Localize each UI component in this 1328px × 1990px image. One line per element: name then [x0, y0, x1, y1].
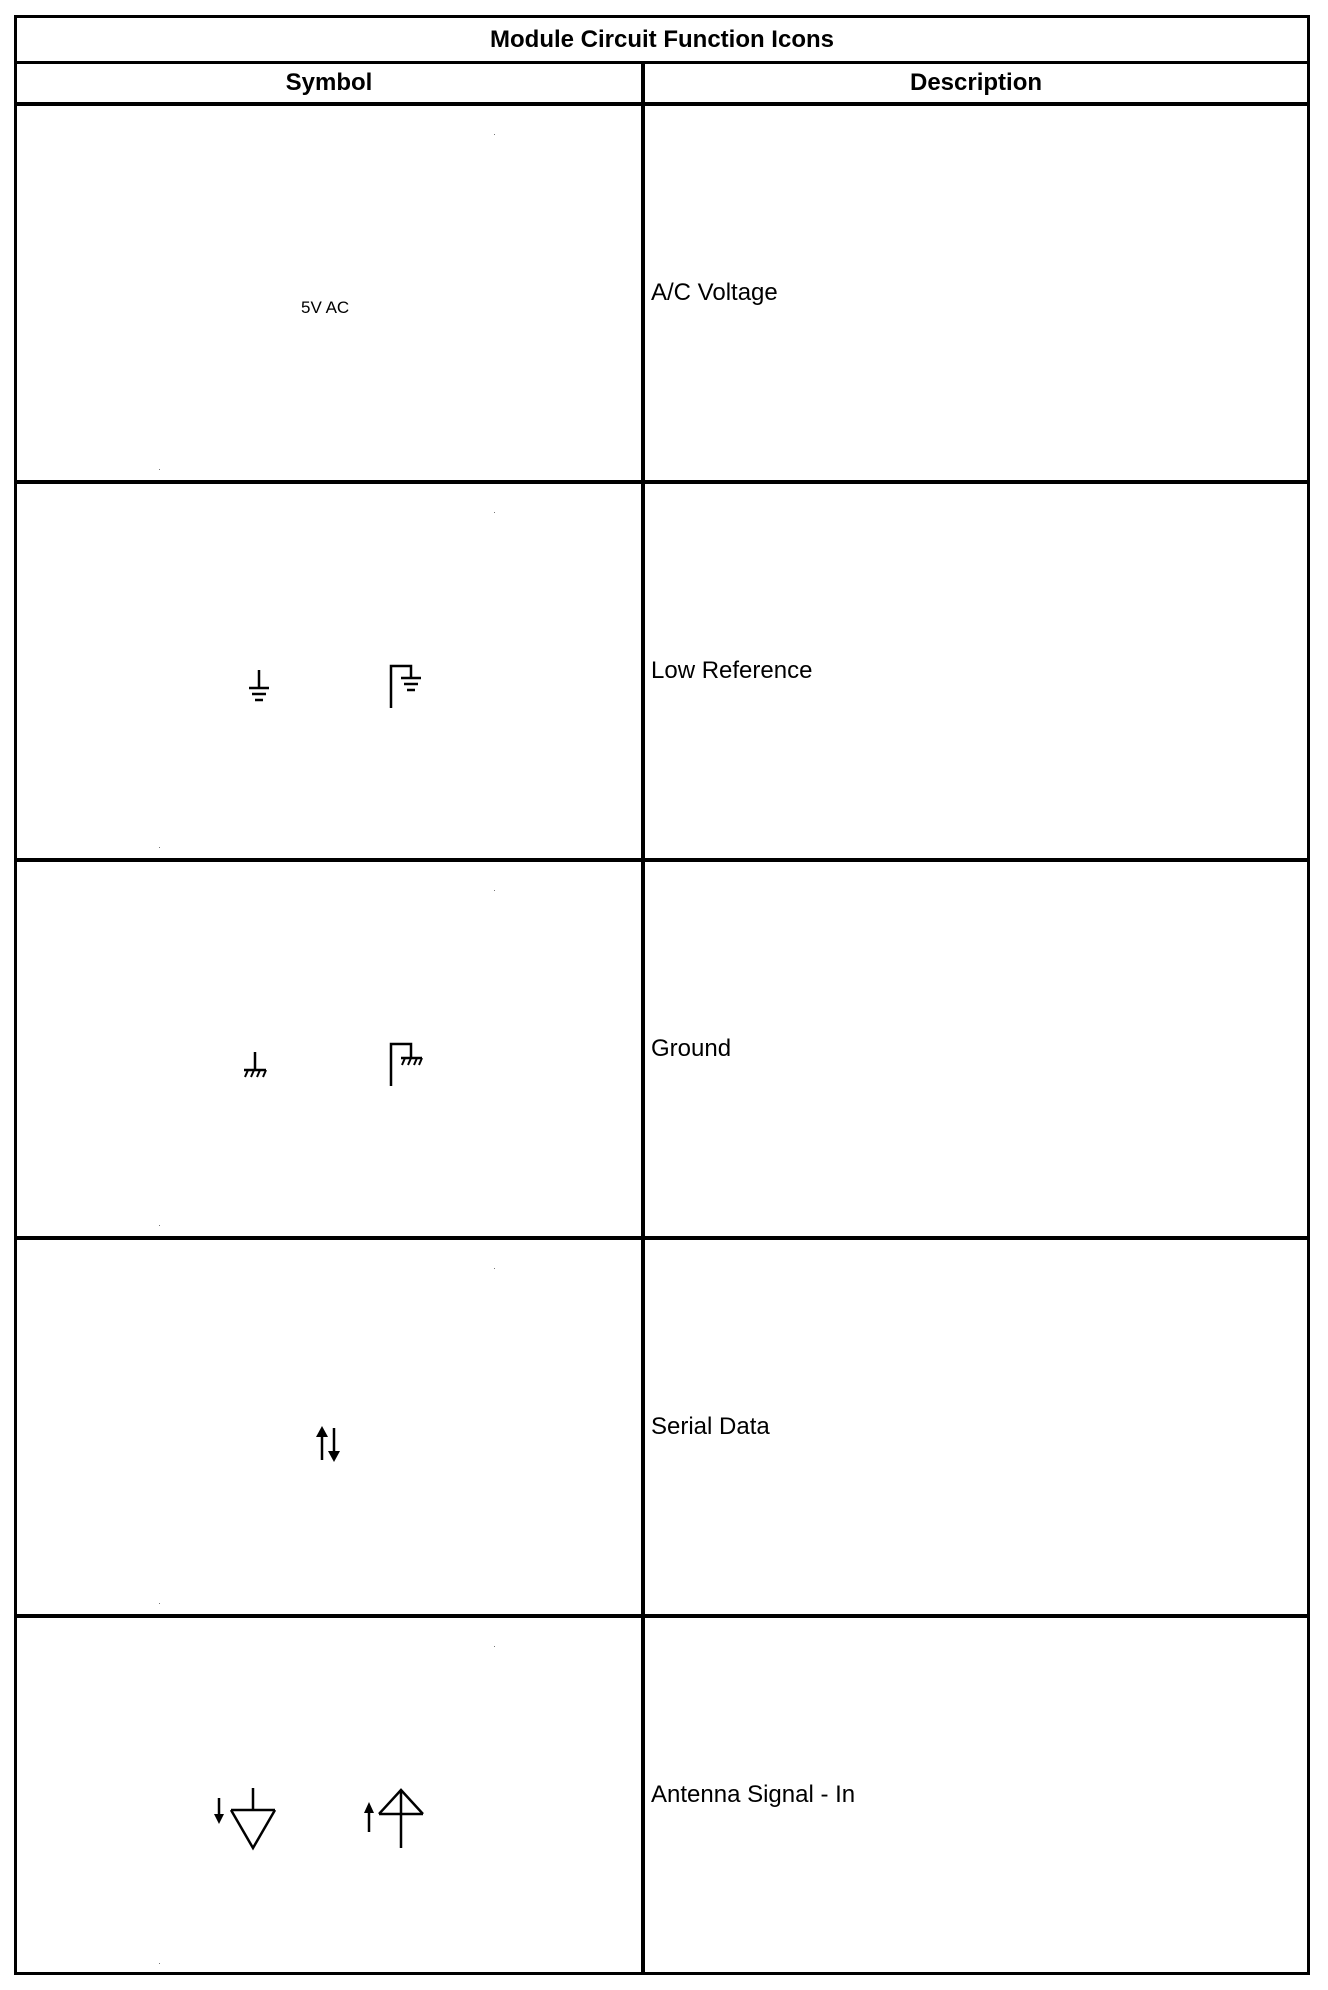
symbol-cell — [17, 862, 641, 1236]
speck-mark — [494, 512, 495, 513]
speck-mark — [494, 1268, 495, 1269]
table-row — [17, 1240, 1307, 1614]
table-title: Module Circuit Function Icons — [17, 18, 1307, 64]
chassis-ground-icon — [243, 1052, 267, 1080]
symbol-cell — [17, 106, 641, 480]
symbol-cell — [17, 1240, 641, 1614]
ac-voltage-symbol-text: 5V AC — [301, 298, 350, 317]
speck-mark — [159, 1963, 160, 1964]
table-row — [17, 106, 1307, 480]
description-cell: Low Reference — [651, 657, 813, 684]
table-row — [17, 862, 1307, 1236]
speck-mark — [159, 1603, 160, 1604]
case-ground-reference-icon — [389, 664, 425, 710]
table-row — [17, 1618, 1307, 1972]
circuit-function-table — [14, 15, 1310, 1975]
ground-reference-icon — [247, 670, 271, 704]
speck-mark — [159, 469, 160, 470]
speck-mark — [159, 1225, 160, 1226]
bidirectional-arrows-icon — [314, 1426, 342, 1462]
symbol-column-header: Symbol — [285, 69, 373, 96]
speck-mark — [494, 1646, 495, 1647]
description-cell: Serial Data — [651, 1413, 770, 1440]
table-header-row — [17, 64, 1307, 106]
speck-mark — [494, 890, 495, 891]
speck-mark — [494, 134, 495, 135]
description-cell: Ground — [651, 1035, 732, 1062]
description-column-header: Description — [909, 69, 1043, 96]
antenna-up-arrow-icon — [361, 1786, 431, 1850]
description-cell: Antenna Signal - In — [651, 1781, 856, 1808]
symbol-cell — [17, 484, 641, 858]
description-cell: A/C Voltage — [651, 279, 778, 306]
antenna-down-arrow-icon — [213, 1786, 283, 1850]
symbol-cell — [17, 1618, 641, 1972]
case-chassis-ground-icon — [389, 1042, 425, 1088]
table-row — [17, 484, 1307, 858]
speck-mark — [159, 847, 160, 848]
